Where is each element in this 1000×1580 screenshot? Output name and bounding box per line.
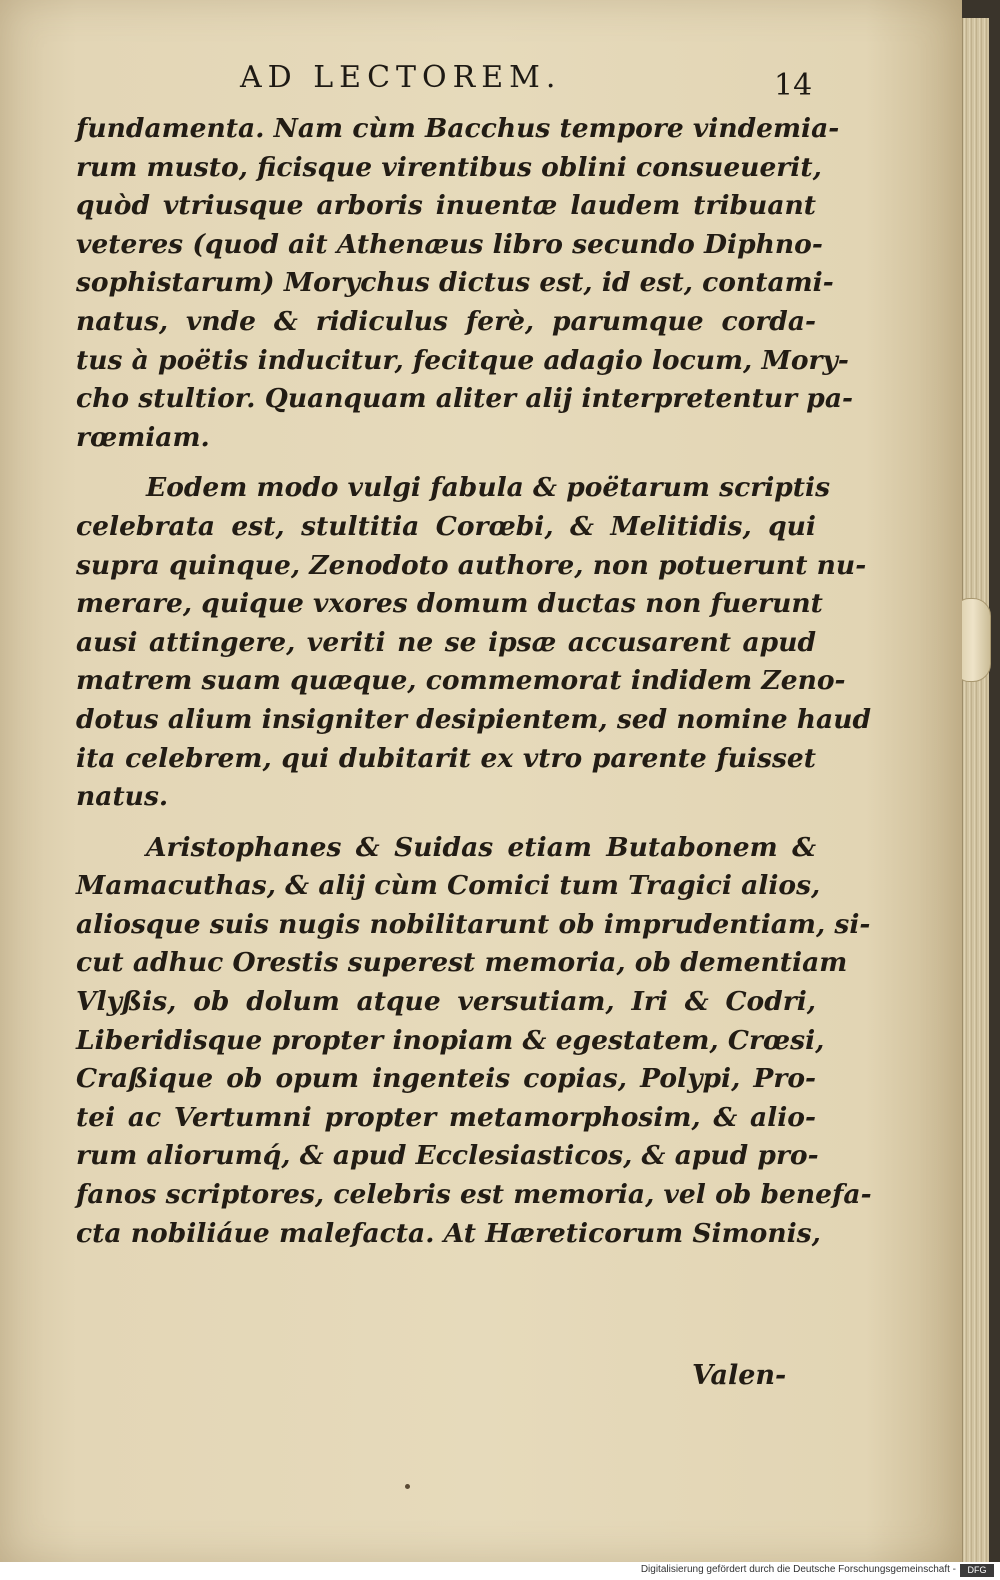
text-line: ita celebrem, qui dubitarit ex vtro parente fuisset <box>76 742 816 774</box>
paragraph-gap <box>76 817 816 829</box>
text-line: quòd vtriusque arboris inuentæ laudem tribuant <box>76 190 816 222</box>
text-line: cut adhuc Orestis superest memoria, ob dementiam <box>76 947 848 979</box>
text-line: Vlyßis, ob dolum atque versutiam, Iri & Codri, <box>76 986 816 1018</box>
paragraph-1 <box>76 110 854 457</box>
digitization-credit: Digitalisierung gefördert durch die Deutsche Forschungsgemeinschaft - <box>640 1564 956 1575</box>
ink-speck <box>405 1484 410 1489</box>
text-line: Craßique ob opum ingenteis copias, Polypi, Pro- <box>76 1063 816 1095</box>
text-line: natus. <box>76 781 169 813</box>
dfg-logo: DFG <box>960 1564 994 1577</box>
text-line: ausi attingere, veriti ne se ipsæ accusarent apud <box>76 626 816 658</box>
text-line: supra quinque, Zenodoto authore, non potuerunt nu- <box>76 549 867 581</box>
page-number: 14 <box>774 68 813 103</box>
text-line: Eodem modo vulgi fabula & poëtarum scriptis <box>146 472 831 504</box>
text-line: tei ac Vertumni propter metamorphosim, & alio- <box>76 1101 816 1133</box>
text-line: aliosque suis nugis nobilitarunt ob imprudentiam, si- <box>76 908 871 940</box>
text-line: matrem suam quæque, commemorat indidem Zeno- <box>76 665 846 697</box>
text-line: dotus alium insigniter desipientem, sed nomine haud <box>76 703 872 735</box>
catchword: Valen- <box>692 1360 787 1391</box>
text-line: fanos scriptores, celebris est memoria, vel ob benefa- <box>76 1179 872 1211</box>
text-line: Liberidisque propter inopiam & egestatem, Crœsi, <box>76 1024 825 1056</box>
text-line: fundamenta. Nam cùm Bacchus tempore vindemia- <box>76 113 840 144</box>
paragraph-2 <box>76 469 872 816</box>
text-line: cta nobiliáue malefacta. At Hæreticorum Simonis, <box>76 1217 821 1249</box>
text-line: Aristophanes & Suidas etiam Butabonem & <box>146 831 816 863</box>
page-edges <box>962 18 989 1563</box>
text-line: rœmiam. <box>76 421 210 453</box>
text-line: tus à poëtis inducitur, fecitque adagio locum, Mory- <box>76 344 849 376</box>
text-line: celebrata est, stultitia Corœbi, & Melitidis, qui <box>76 510 816 542</box>
body-text <box>76 110 872 1253</box>
text-line: merare, quique vxores domum ductas non fuerunt <box>76 588 823 620</box>
text-line: veteres (quod ait Athenæus libro secundo Diphno- <box>76 228 823 260</box>
running-head: AD LECTOREM. <box>240 60 562 95</box>
text-line: cho stultior. Quanquam aliter alij interpretentur pa- <box>76 383 854 415</box>
text-line: natus, vnde & ridiculus ferè, parumque corda- <box>76 305 816 337</box>
text-line: Mamacuthas, & alij cùm Comici tum Tragici alios, <box>76 870 821 902</box>
text-line: rum aliorumq́, & apud Ecclesiasticos, & apud pro- <box>76 1140 819 1172</box>
text-line: sophistarum) Morychus dictus est, id est, contami- <box>76 267 834 299</box>
paragraph-3 <box>76 829 872 1254</box>
paragraph-gap <box>76 457 816 469</box>
text-line: rum musto, ficisque virentibus oblini consueuerit, <box>76 151 822 183</box>
